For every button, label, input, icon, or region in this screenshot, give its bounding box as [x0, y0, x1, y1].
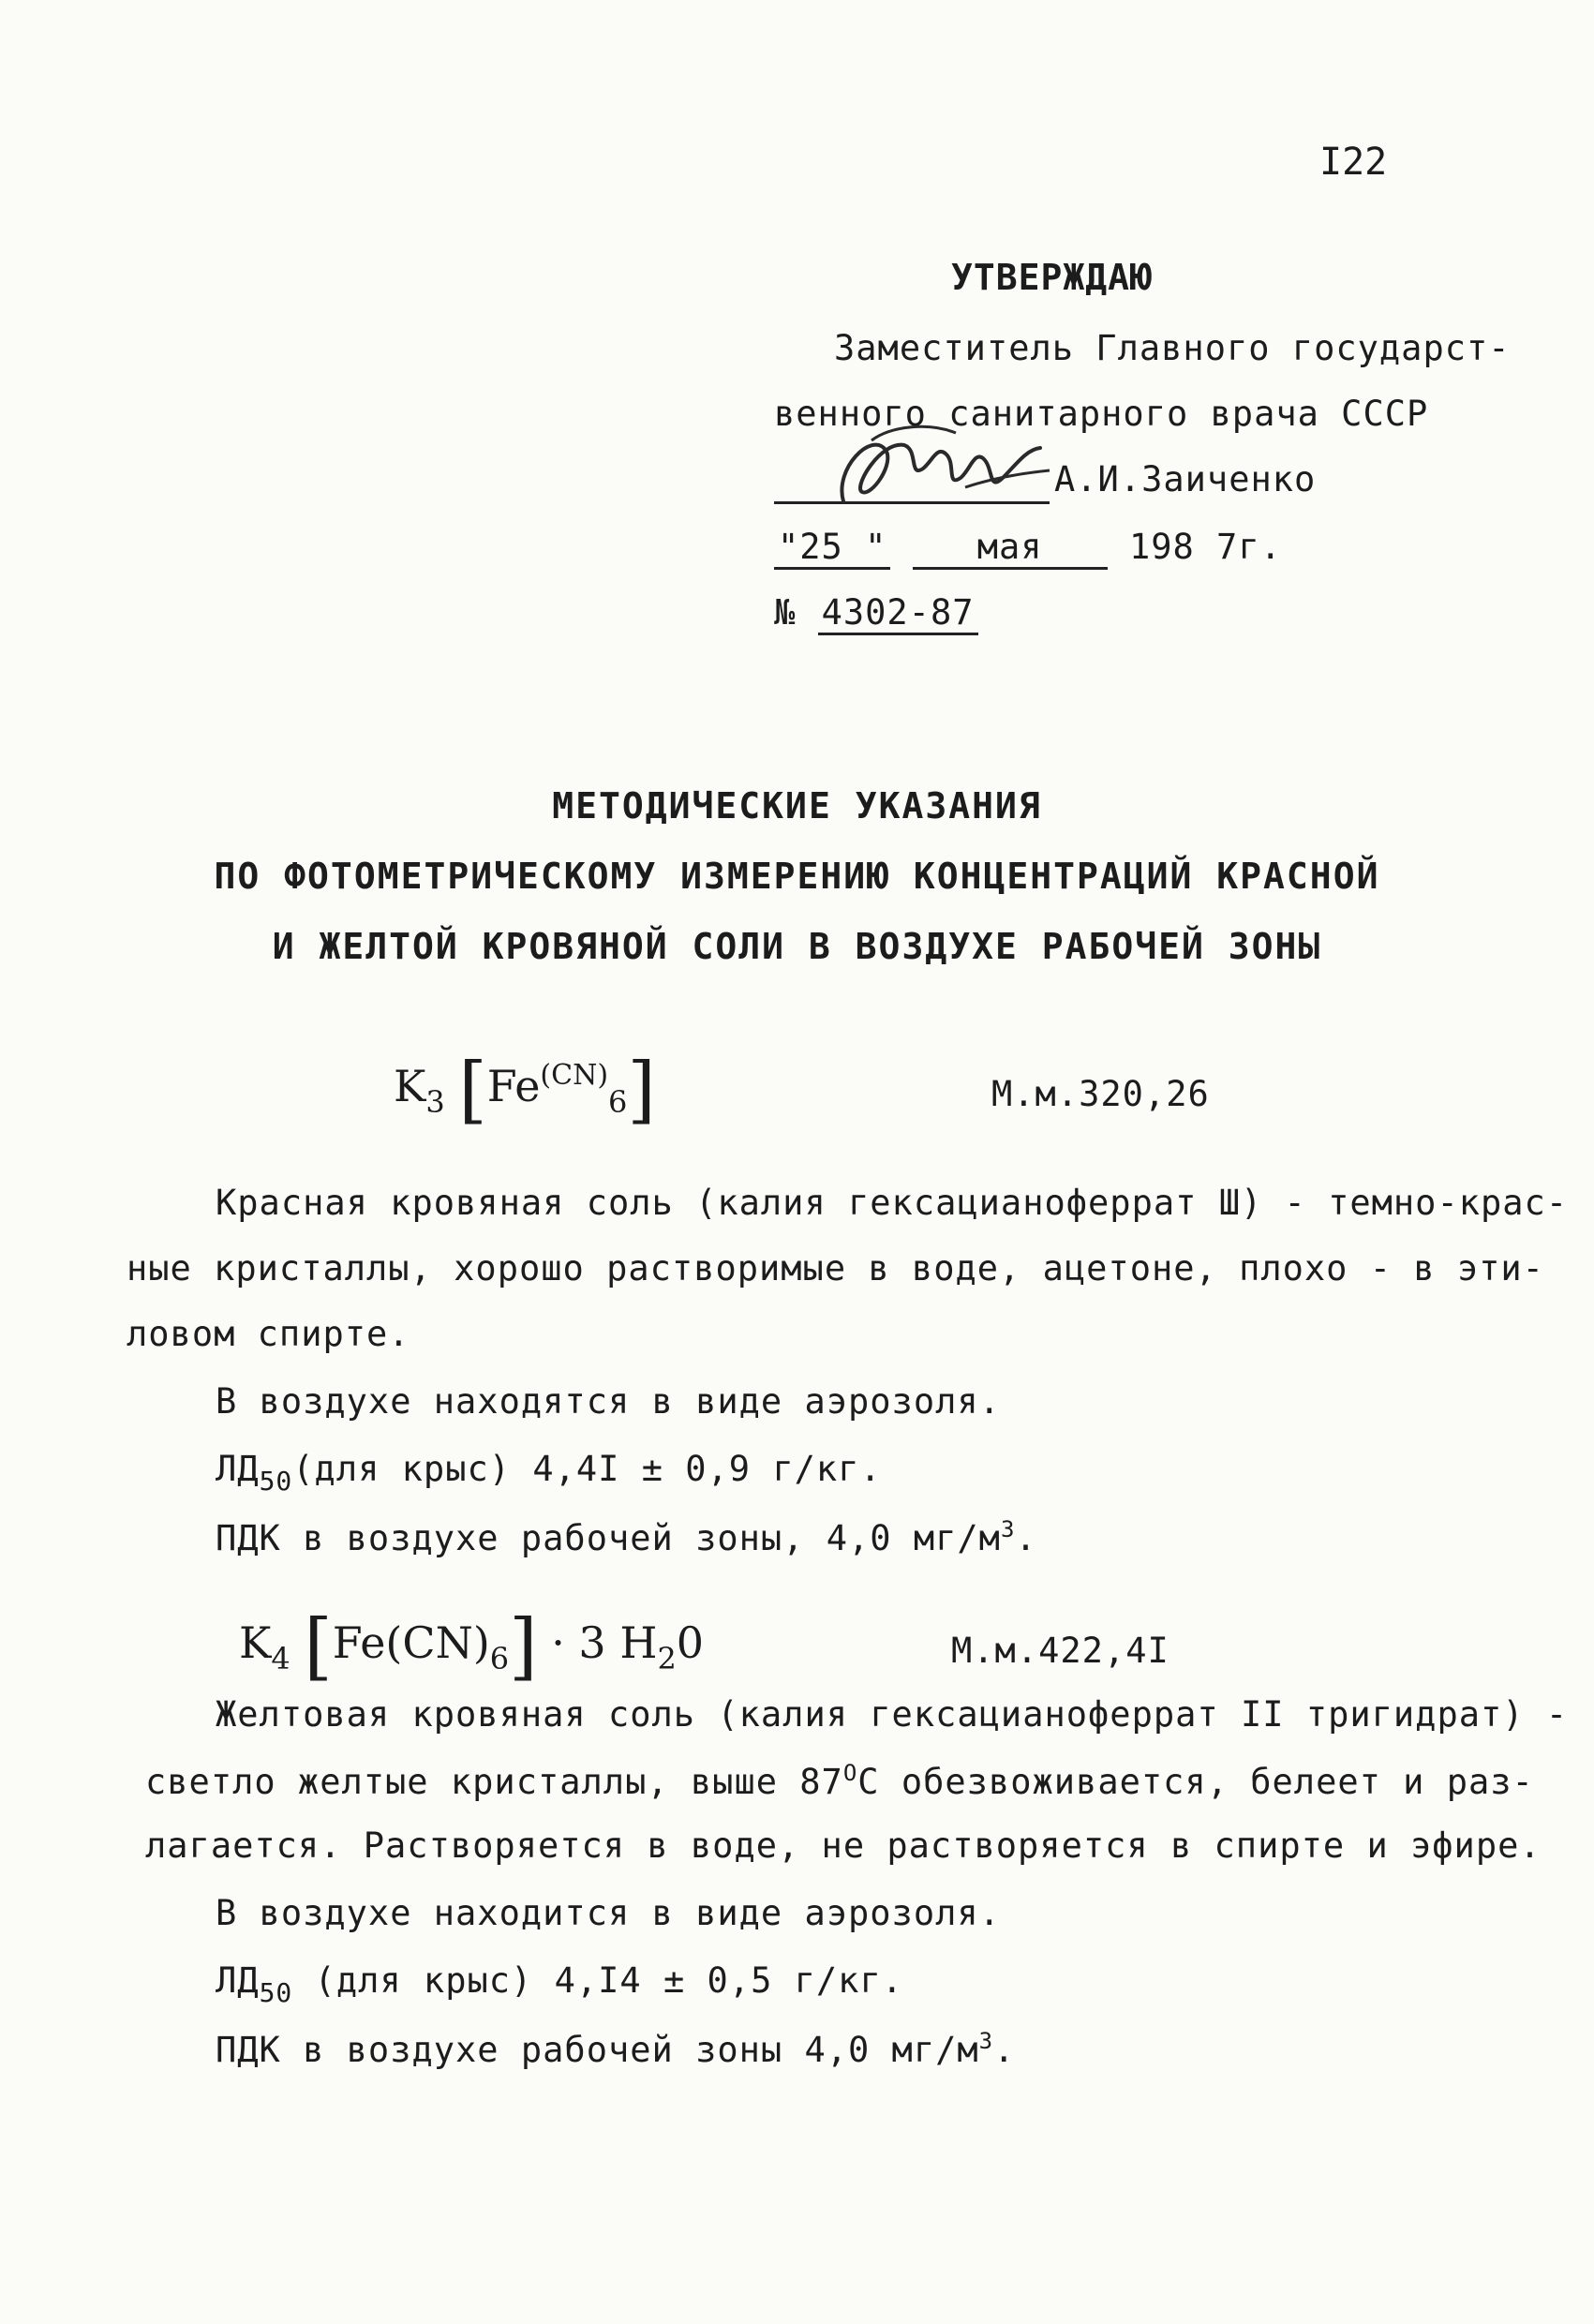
approval-date: [774, 527, 1282, 570]
yellow-salt-desc-line1: Желтовая кровяная соль (калия гексацианоферрат II тригидрат) -: [216, 1694, 1569, 1735]
approval-position-line2: венного санитарного врача СССР: [774, 394, 1429, 434]
formula-red-salt: $K_3$ $[Fe^{(CN)}_6]$: [394, 1048, 656, 1132]
date-day: "25 ": [774, 527, 890, 570]
mol-mass-yellow-salt: М.м.422,4I: [951, 1631, 1169, 1671]
formula-yellow-salt: $K_4$ $[Fe(CN)_6] \cdot 3$ $H_20$: [239, 1604, 705, 1689]
red-salt-pdk: ПДК в воздухе рабочей зоны, 4,0 $мг/м^3$.: [216, 1516, 1037, 1558]
red-salt-desc-line2: ные кристаллы, хорошо растворимые в воде, ацетоне, плохо - в эти-: [127, 1248, 1544, 1289]
signature-image: [815, 412, 1059, 515]
mol-mass-red-salt: М.м.320,26: [991, 1074, 1210, 1114]
yellow-salt-pdk: ПДК в воздухе рабочей зоны 4,0 $мг/м^3$.: [216, 2028, 1016, 2070]
approval-name: А.И.Заиченко: [1054, 459, 1317, 499]
title-line-3: И ЖЕЛТОЙ КРОВЯНОЙ СОЛИ В ВОЗДУХЕ РАБОЧЕЙ ЗОНЫ: [272, 926, 1322, 967]
red-salt-desc-line3: ловом спирте.: [127, 1314, 410, 1354]
red-salt-aerosol: В воздухе находятся в виде аэрозоля.: [216, 1381, 1001, 1422]
date-month: мая: [913, 527, 1108, 570]
number-value: 4302-87: [818, 592, 978, 635]
yellow-salt-ld50: $ЛД_{50}$ (для крыс) 4,I4 ± 0,5 г/кг.: [216, 1960, 904, 2008]
approval-position-line1: Заместитель Главного государст-: [834, 328, 1511, 368]
yellow-salt-desc-line3: лагается. Растворяется в воде, не растворяется в спирте и эфире.: [145, 1825, 1542, 1866]
date-year: 198 7г.: [1128, 527, 1282, 567]
title-line-1: МЕТОДИЧЕСКИЕ УКАЗАНИЯ: [552, 785, 1042, 827]
approval-number: [774, 592, 978, 635]
red-salt-desc-line1: Красная кровяная соль (калия гексацианоферрат Ш) - темно-крас-: [216, 1183, 1569, 1223]
title-line-2: ПО ФОТОМЕТРИЧЕСКОМУ ИЗМЕРЕНИЮ КОНЦЕНТРАЦИЙ КРАСНОЙ: [214, 856, 1380, 897]
yellow-salt-desc-line2: светло желтые кристаллы, выше $87^OC$ обезвоживается, белеет и раз-: [145, 1760, 1534, 1802]
approval-title: УТВЕРЖДАЮ: [951, 257, 1153, 298]
yellow-salt-aerosol: В воздухе находится в виде аэрозоля.: [216, 1893, 1001, 1933]
page-number: I22: [1319, 141, 1388, 184]
red-salt-ld50: $ЛД_{50}(для$ крыс) 4,4I ± 0,9 г/кг.: [216, 1449, 882, 1497]
number-prefix: №: [774, 592, 797, 633]
